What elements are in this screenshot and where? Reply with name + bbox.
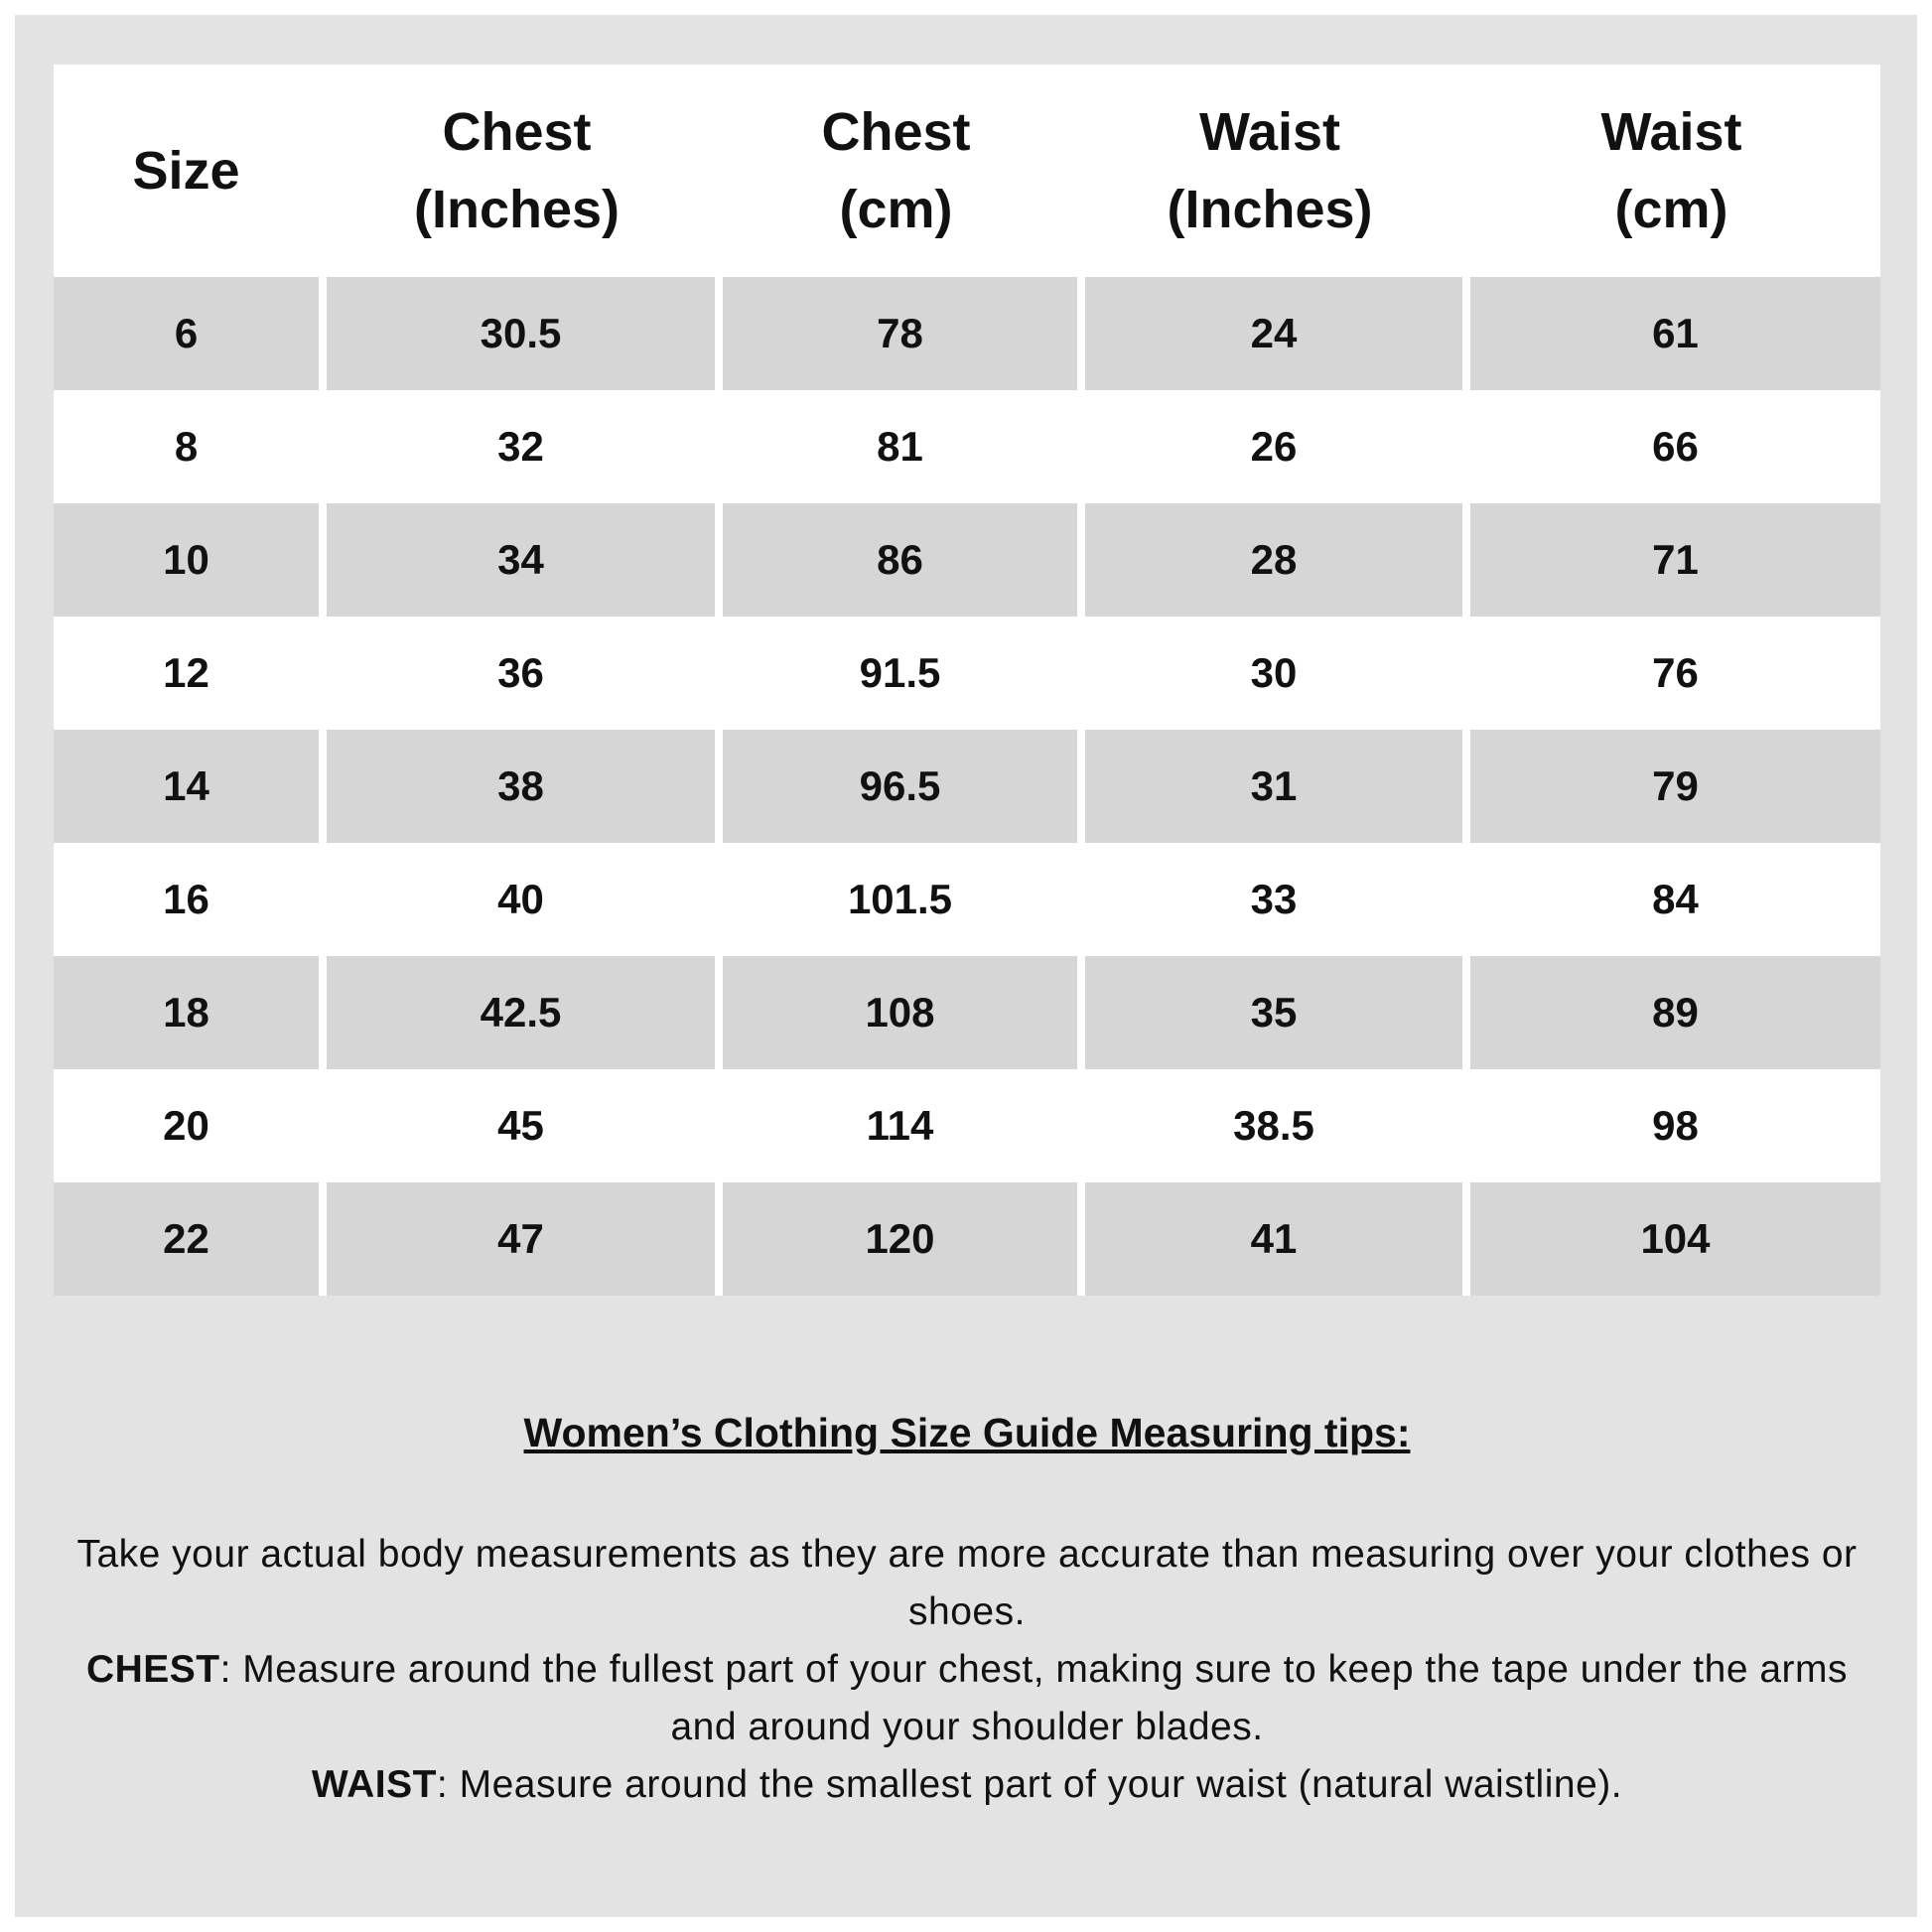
cell-chest-inches: 42.5: [319, 956, 715, 1069]
header-chest-cm: Chest (cm): [715, 65, 1077, 277]
table-row: [54, 956, 1880, 1069]
cell-waist-cm: 79: [1462, 730, 1880, 843]
cell-chest-cm: 120: [715, 1182, 1077, 1296]
cell-chest-inches: 36: [319, 617, 715, 730]
cell-chest-cm: 101.5: [715, 843, 1077, 956]
table-row: [54, 503, 1880, 617]
cell-waist-cm: 66: [1462, 390, 1880, 503]
cell-chest-cm: 86: [715, 503, 1077, 617]
tips-waist: [54, 1756, 1880, 1814]
cell-waist-cm: 76: [1462, 617, 1880, 730]
cell-chest-cm: 96.5: [715, 730, 1077, 843]
size-chart-table: [54, 65, 1880, 1296]
header-chest-inches: Chest (Inches): [319, 65, 715, 277]
cell-waist-cm: 71: [1462, 503, 1880, 617]
tips-title: Women’s Clothing Size Guide Measuring tips:: [523, 1410, 1411, 1455]
cell-size: 22: [54, 1182, 319, 1296]
cell-chest-inches: 45: [319, 1069, 715, 1182]
tips-chest: [54, 1641, 1880, 1756]
table-row: [54, 617, 1880, 730]
cell-waist-cm: 61: [1462, 277, 1880, 390]
table-row: [54, 390, 1880, 503]
cell-waist-inches: 28: [1077, 503, 1462, 617]
cell-chest-inches: 40: [319, 843, 715, 956]
cell-waist-inches: 31: [1077, 730, 1462, 843]
measuring-tips: [54, 1410, 1880, 1814]
table-row: [54, 1069, 1880, 1182]
cell-waist-cm: 104: [1462, 1182, 1880, 1296]
cell-waist-cm: 89: [1462, 956, 1880, 1069]
cell-size: 8: [54, 390, 319, 503]
cell-waist-inches: 33: [1077, 843, 1462, 956]
cell-waist-inches: 30: [1077, 617, 1462, 730]
cell-waist-inches: 38.5: [1077, 1069, 1462, 1182]
cell-chest-inches: 47: [319, 1182, 715, 1296]
table-row: [54, 843, 1880, 956]
header-waist-inches: Waist (Inches): [1077, 65, 1462, 277]
cell-chest-inches: 30.5: [319, 277, 715, 390]
waist-label: WAIST: [311, 1763, 437, 1806]
cell-chest-cm: 81: [715, 390, 1077, 503]
cell-size: 16: [54, 843, 319, 956]
cell-size: 14: [54, 730, 319, 843]
cell-waist-inches: 24: [1077, 277, 1462, 390]
cell-size: 20: [54, 1069, 319, 1182]
cell-waist-cm: 98: [1462, 1069, 1880, 1182]
size-chart-table-container: [54, 65, 1880, 1296]
table-body: [54, 277, 1880, 1296]
cell-chest-cm: 91.5: [715, 617, 1077, 730]
cell-chest-cm: 108: [715, 956, 1077, 1069]
tips-body: [54, 1526, 1880, 1814]
chest-text: : Measure around the fullest part of your chest, making sure to keep the tape under the arms and around your shoulder blades.: [219, 1648, 1849, 1748]
table-row: [54, 1182, 1880, 1296]
cell-size: 12: [54, 617, 319, 730]
table-row: [54, 277, 1880, 390]
cell-size: 6: [54, 277, 319, 390]
cell-size: 18: [54, 956, 319, 1069]
cell-size: 10: [54, 503, 319, 617]
table-header: [54, 65, 1880, 277]
table-row: [54, 730, 1880, 843]
tips-intro: Take your actual body measurements as they are more accurate than measuring over your clothes or shoes.: [76, 1533, 1858, 1633]
header-size: Size: [54, 65, 319, 277]
cell-waist-inches: 26: [1077, 390, 1462, 503]
cell-chest-cm: 78: [715, 277, 1077, 390]
cell-chest-cm: 114: [715, 1069, 1077, 1182]
waist-text: : Measure around the smallest part of your waist (natural waistline).: [436, 1763, 1623, 1806]
chest-label: CHEST: [85, 1648, 220, 1691]
cell-chest-inches: 38: [319, 730, 715, 843]
cell-waist-inches: 41: [1077, 1182, 1462, 1296]
header-waist-cm: Waist (cm): [1462, 65, 1880, 277]
cell-waist-cm: 84: [1462, 843, 1880, 956]
cell-chest-inches: 32: [319, 390, 715, 503]
cell-chest-inches: 34: [319, 503, 715, 617]
cell-waist-inches: 35: [1077, 956, 1462, 1069]
